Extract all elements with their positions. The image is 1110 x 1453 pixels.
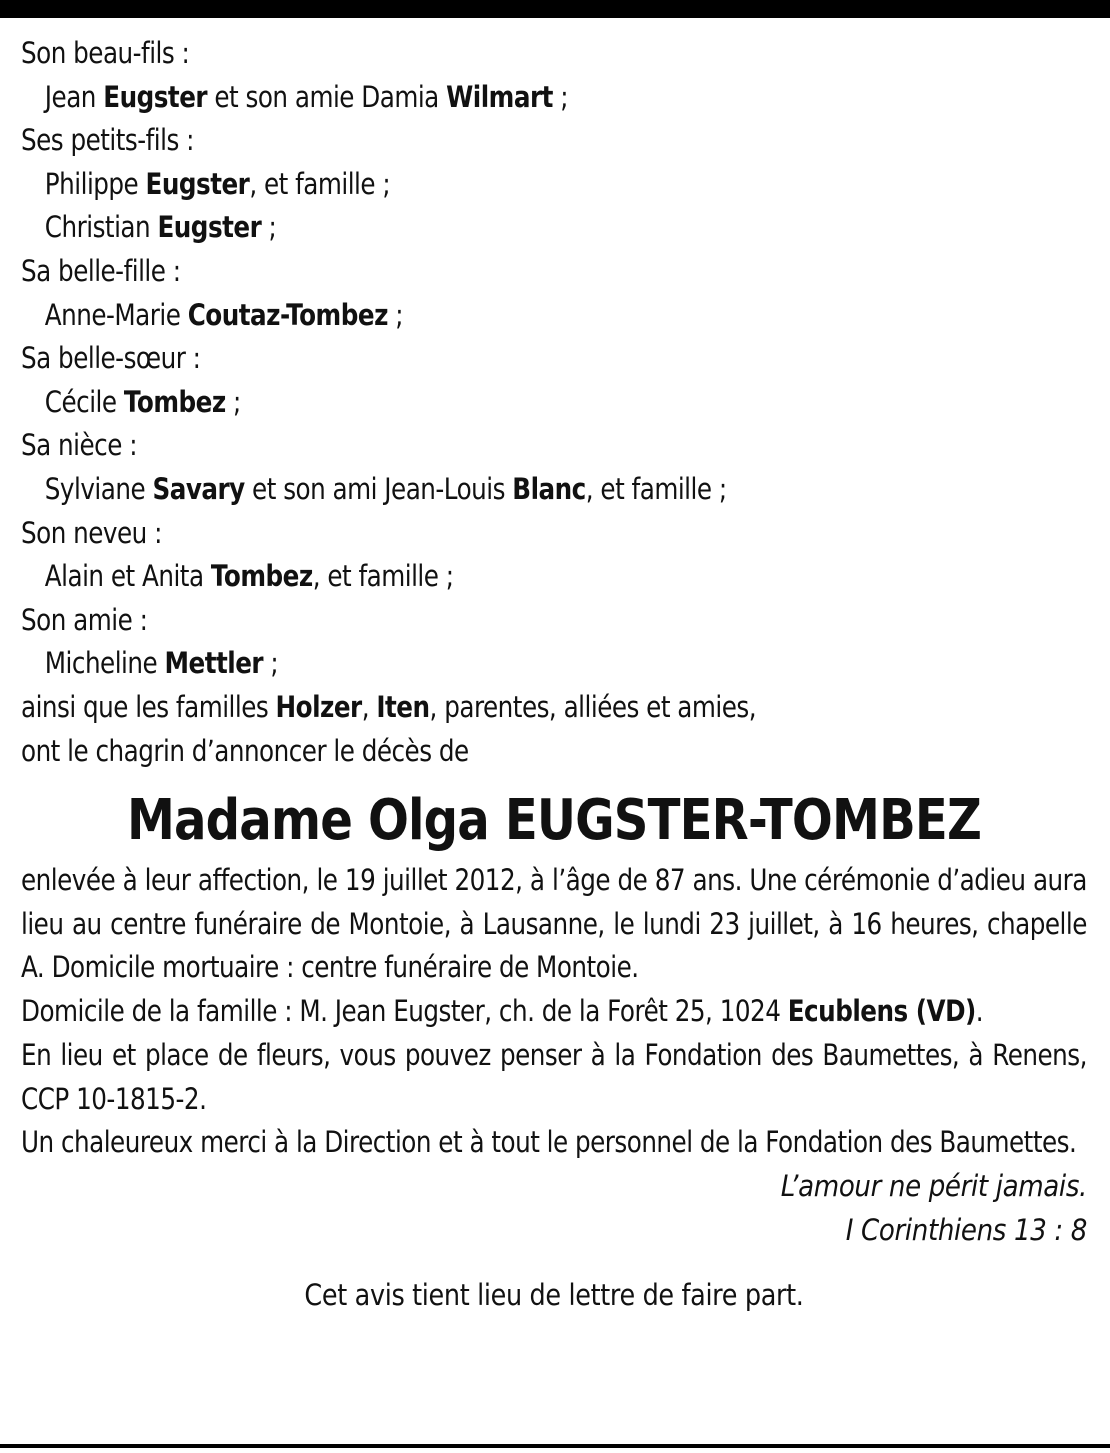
surname: Tombez <box>210 559 313 594</box>
surname: Wilmart <box>446 79 553 114</box>
quote-text: L’amour ne périt jamais. <box>780 1169 1087 1204</box>
surname: Blanc <box>512 471 586 506</box>
relation-label: Son neveu : <box>21 515 162 550</box>
text-run: et son ami Jean-Louis <box>244 471 513 506</box>
paragraph-text <box>21 859 1087 990</box>
surname: Holzer <box>275 689 362 724</box>
surname: Ecublens (VD) <box>787 994 976 1029</box>
text-run: ainsi que les familles <box>21 689 276 724</box>
surname: Eugster <box>145 166 250 201</box>
detail-paragraph <box>21 990 1087 1034</box>
obituary-notice <box>21 32 1087 1318</box>
surname: Coutaz-Tombez <box>187 297 388 332</box>
relation-label: Sa belle-sœur : <box>21 341 201 376</box>
relation-label: Ses petits-fils : <box>21 123 194 158</box>
text-run: En lieu et place de fleurs, vous pouvez penser à la Fondation des Baumettes, à Renens, CCP 10-1815-2. <box>21 1038 1087 1116</box>
surname: Iten <box>376 689 430 724</box>
text-run: et son amie Damia <box>207 79 447 114</box>
text-run: . <box>975 994 984 1029</box>
text-run: Sylviane <box>44 471 153 506</box>
relation-label: Sa belle-fille : <box>21 253 181 288</box>
text-run: , <box>361 689 377 724</box>
text-run: Christian <box>44 210 158 245</box>
top-rule <box>0 0 1110 18</box>
relative-entry <box>21 555 927 599</box>
relative-entry <box>21 163 927 207</box>
detail-paragraph <box>21 859 1087 990</box>
paragraph-text <box>21 990 1087 1034</box>
surname: Eugster <box>157 210 262 245</box>
relative-entry <box>21 294 927 338</box>
text-run: ; <box>261 210 277 245</box>
text-run: Domicile de la famille : M. Jean Eugster, ch. de la Forêt 25, 1024 <box>21 994 788 1029</box>
relation-label: Son beau-fils : <box>21 36 190 70</box>
text-run: ont le chagrin d’annoncer le décès de <box>21 733 469 768</box>
relative-entry <box>21 468 927 512</box>
detail-paragraph <box>21 1034 1087 1121</box>
announcement-line <box>21 730 927 774</box>
relative-entry <box>21 76 927 120</box>
relative-entry <box>21 642 927 686</box>
notice-text: Cet avis tient lieu de lettre de faire part. <box>304 1278 804 1313</box>
text-run: , et famille ; <box>585 471 727 506</box>
surname: Tombez <box>123 384 226 419</box>
surname: Savary <box>152 471 245 506</box>
text-run: Philippe <box>44 166 146 201</box>
text-run: , parentes, alliées et amies, <box>429 689 757 724</box>
text-run: Un chaleureux merci à la Direction et à tout le personnel de la Fondation des Baumettes. <box>21 1125 1077 1160</box>
announcement-line <box>21 686 927 730</box>
text-run: ; <box>263 646 279 681</box>
text-run: Jean <box>44 79 104 114</box>
relation-label: Son amie : <box>21 602 148 637</box>
deceased-name: Madame Olga EUGSTER-TOMBEZ <box>126 788 982 854</box>
text-run: , et famille ; <box>312 559 454 594</box>
surname: Mettler <box>164 646 264 681</box>
text-run: , et famille ; <box>249 166 391 201</box>
text-run: ; <box>387 297 404 332</box>
paragraph-text <box>21 1121 1087 1165</box>
detail-paragraph <box>21 1121 1087 1165</box>
paragraph-text <box>21 1034 1087 1121</box>
text-run: ; <box>225 384 241 419</box>
relative-entry <box>21 381 927 425</box>
text-run: Micheline <box>44 646 165 681</box>
bottom-rule <box>0 1444 1110 1448</box>
announcement-lines <box>21 686 1087 773</box>
family-list <box>21 32 1087 686</box>
text-run: Alain et Anita <box>44 559 211 594</box>
surname: Eugster <box>103 79 208 114</box>
text-run: ; <box>552 79 569 114</box>
relative-entry <box>21 206 927 250</box>
text-run: Cécile <box>44 384 124 419</box>
text-run: enlevée à leur affection, le 19 juillet 2012, à l’âge de 87 ans. Une cérémonie d’adieu aura lieu au centre funéraire de Montoie, à Lausanne, le lundi 23 juillet, à 16 heures, chapelle A. Domicile mortuaire : centre funéraire de Montoie. <box>21 863 1087 985</box>
text-run: Anne-Marie <box>44 297 188 332</box>
ceremony-details <box>21 859 1087 1165</box>
relation-label: Sa nièce : <box>21 428 137 463</box>
quote-reference: I Corinthiens 13 : 8 <box>845 1212 1087 1247</box>
